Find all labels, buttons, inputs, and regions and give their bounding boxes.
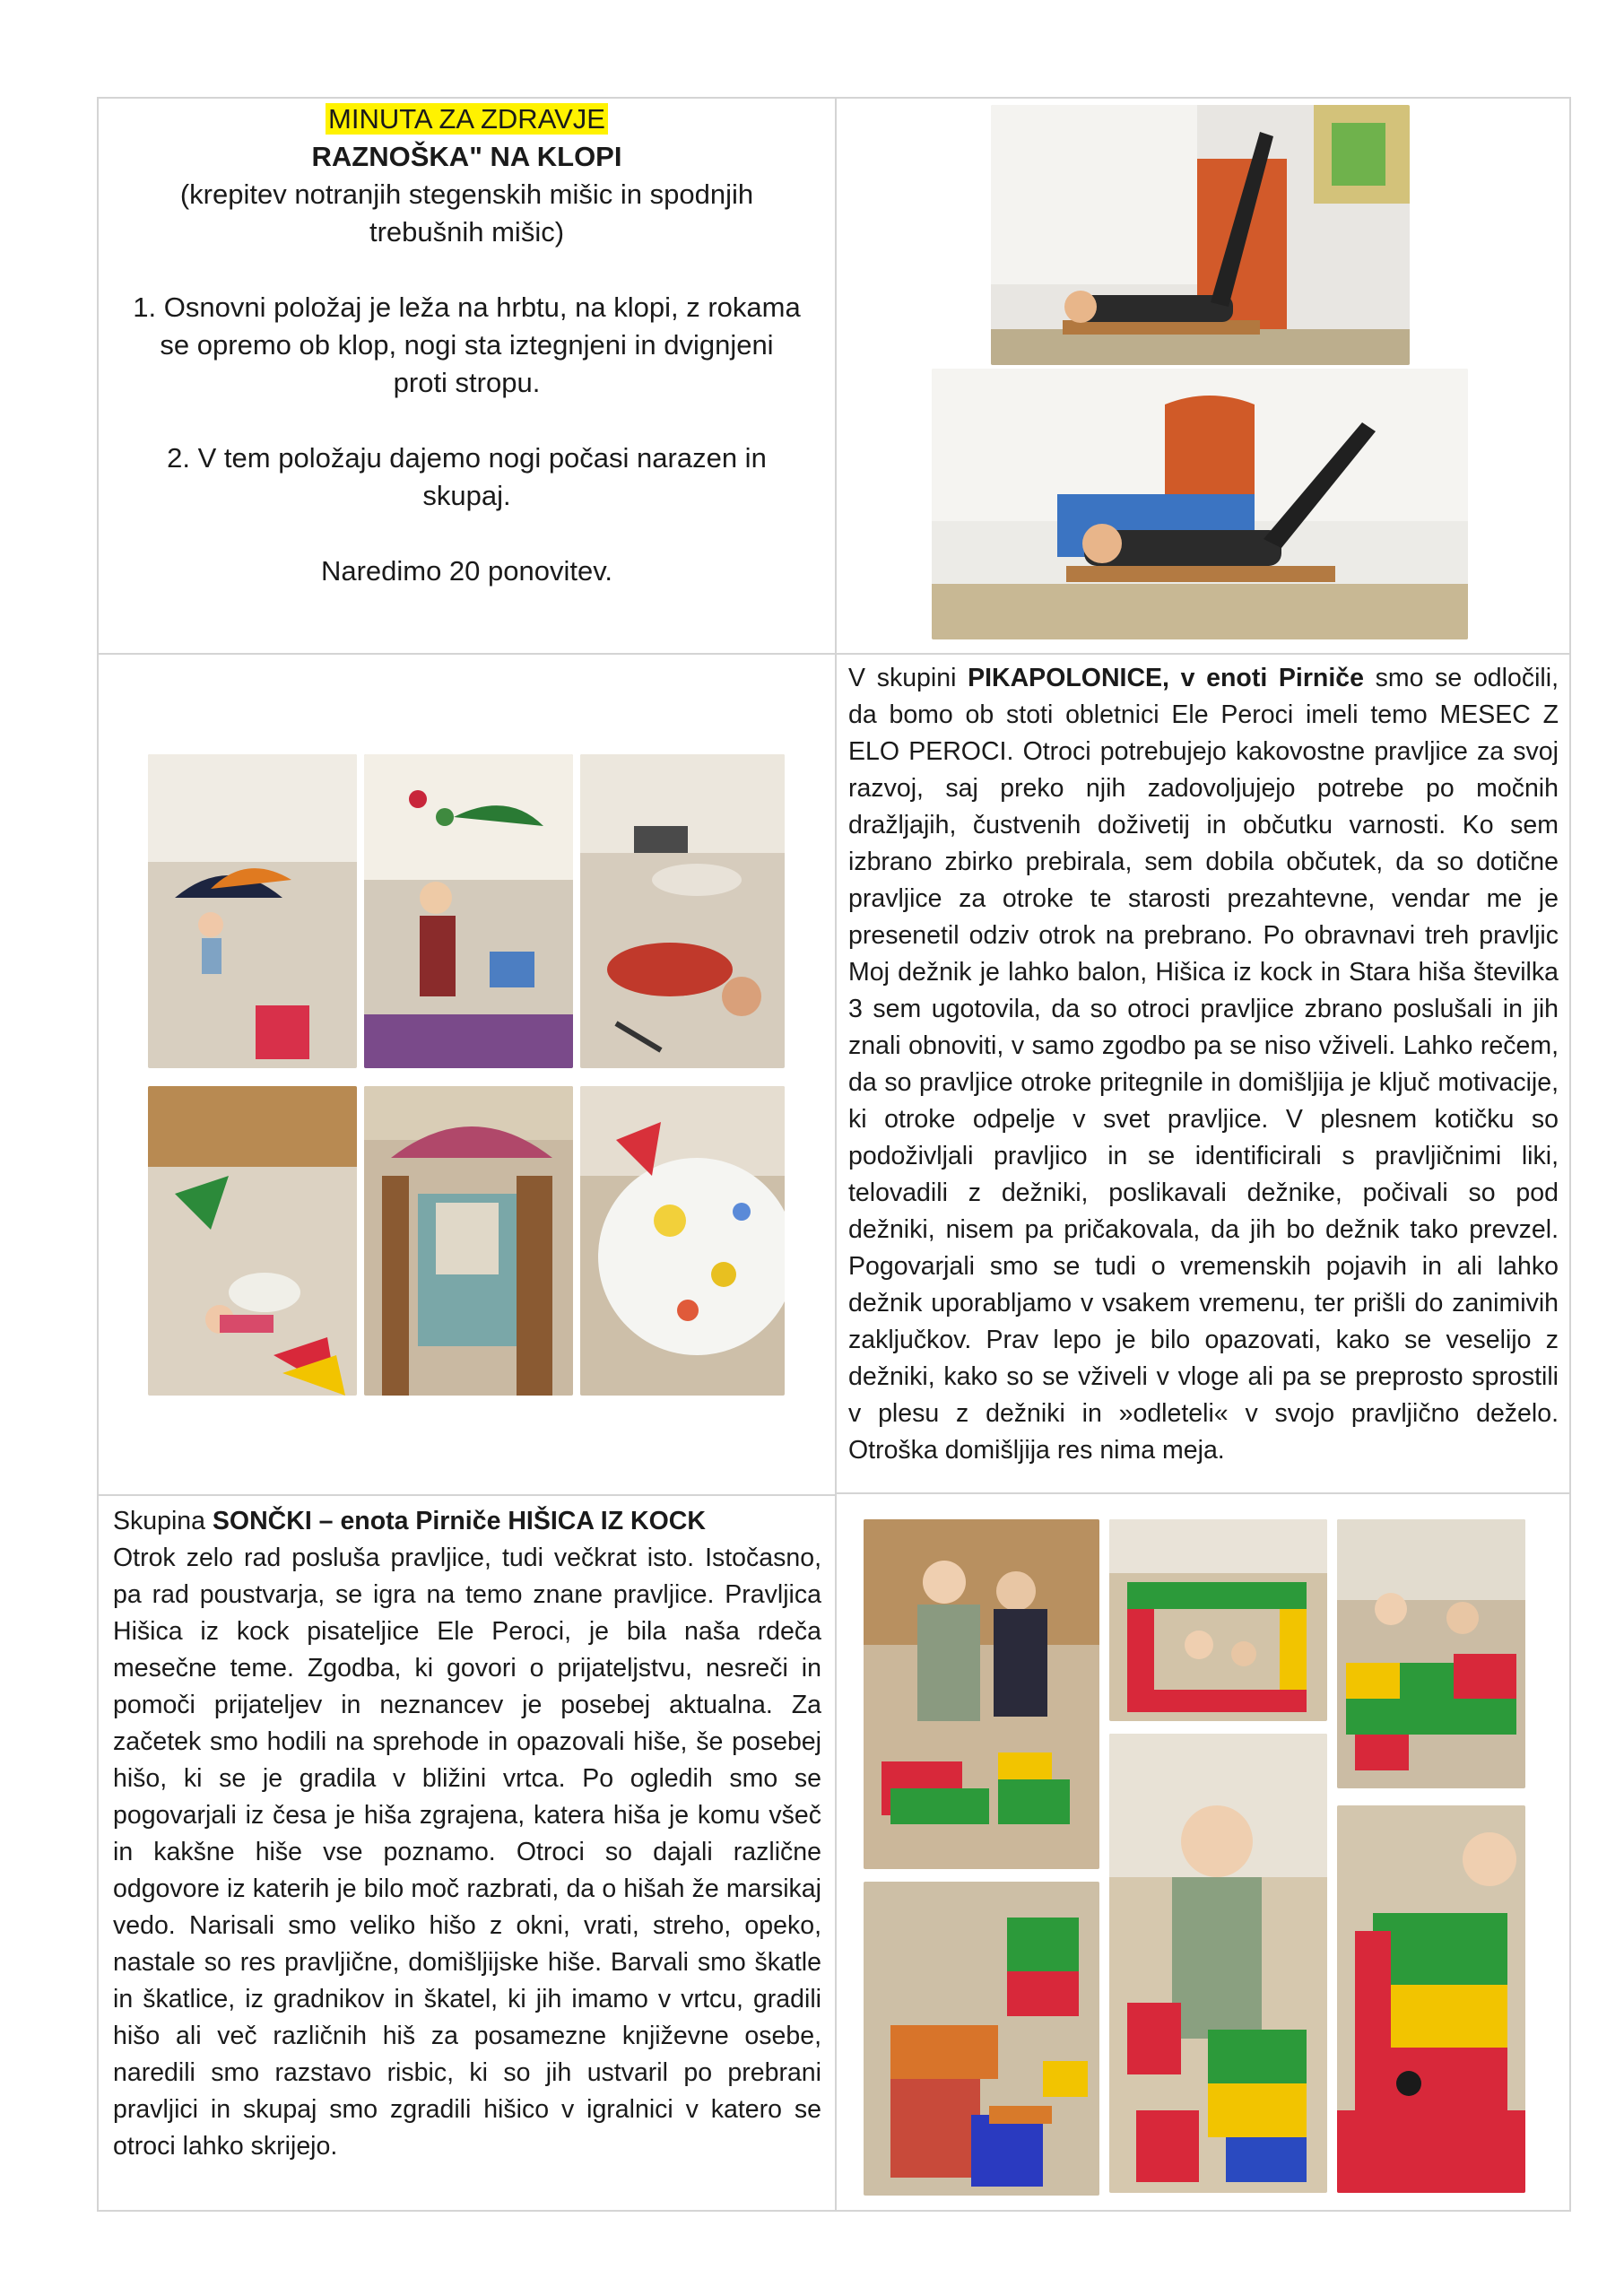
umbrella-photo-3 bbox=[580, 754, 785, 1068]
content-table bbox=[97, 97, 1571, 2212]
soncki-lead: Skupina bbox=[113, 1507, 213, 1535]
soncki-cell bbox=[113, 1503, 821, 2165]
soncki-paragraph: Otrok zelo rad posluša pravljice, tudi večkrat isto. Istočasno, pa rad poustvarja, se igra na temo znane pravljice. Pravljica Hišica iz kock pisateljice Ele Peroci, je bila naša rdeča mesečne teme. Zgodba, ki govori o prijateljstvu, nesreči in pomoči prijateljev in neznancev je posebej aktualna. Za začetek smo hodili na sprehode in opazovali hiše, še posebej hišo, ki se je gradila v bližini vrtca. Po ogledih smo se pogovarjali iz česa je hiša zgrajena, katera hiša je komu všeč in kakšne hiše vse poznamo. Otroci so dajali različne odgovore iz katerih je bilo moč razbrati, da o hišah že marsikaj vedo. Narisali smo veliko hišo z okni, vrati, streho, opeko, nastale so res pravljične, domišljijske hiše. Barvali smo škatle in škatlice, iz gradnikov in škatel, ki jih imamo v vrtcu, gradili hišo ali več različnih hiš za posamezne književne osebe, naredili smo razstavo risbic, ki so jih ustvaril po prebrani pravljici in skupaj smo zgradili hišico v igralnici v katero se otroci lahko skrijejo. bbox=[113, 1544, 821, 2161]
pikapolonice-lead: V skupini bbox=[848, 664, 968, 692]
umbrella-photo-6 bbox=[580, 1086, 785, 1396]
pikapolonice-text: smo se odločili, da bomo ob stoti obletnici Ele Peroci imeli temo MESEC Z ELO PEROCI. Otroci potrebujejo kakovostne pravljice za svoj razvoj, saj preko njih zadovoljujejo potrebe po močnih dražljajih, čustvenih doživetij in občutku varnosti. Ko sem izbrano zbirko prebirala, sem dobila občutek, da so dotične pravljice za otroke te starosti prezahtevne, vendar me je presenetil odziv otrok na prebrano. Po obravnavi treh pravljic Moj dežnik je lahko balon, Hišica iz kock in Stara hiša številka 3 sem ugotovila, da so otroci pravljice zbrano poslušali in jih znali obnoviti, v samo zgodbo pa se niso vživeli. Lahko rečem, da so pravljice otroke pritegnile in domišljija je ključ motivacije, ki otroke odpelje v svet pravljice. V plesnem kotičku so podoživljali pravljico in se identificirali s pravljičnimi liki, telovadili z dežniki, poslikavali dežnike, počivali so pod dežniki, nisem pa pričakovala, da jih bo dežnik tako prevzel. Pogovarjali smo se tudi o vremenskih pojavih in ali lahko dežnik uporabljamo v vsakem vremenu, ter prišli do zanimivih zaključkov. Prav lepo je bilo opazovati, kako se veselijo z dežniki, kako so se vživeli v vloge ali pa se preprosto sprostili v plesu z dežniki in »odleteli« v svojo pravljično deželo. Otroška domišljija res nima meja. bbox=[848, 664, 1559, 1465]
soncki-group: SONČKI – enota Pirniče HIŠICA IZ KOCK bbox=[212, 1507, 706, 1535]
exercise-step-1: 1. Osnovni položaj je leža na hrbtu, na klopi, z rokama se opremo ob klop, nogi sta iztegnjeni in dvignjeni proti stropu. bbox=[133, 291, 801, 398]
exercise-note: (krepitev notranjih stegenskih mišic in spodnjih trebušnih mišic) bbox=[179, 178, 754, 248]
umbrella-photo-5 bbox=[364, 1086, 573, 1396]
exercise-subtitle: RAZNOŠKA" NA KLOPI bbox=[311, 141, 622, 172]
exercise-heading bbox=[133, 100, 801, 138]
pikapolonice-paragraph bbox=[848, 660, 1559, 1469]
exercise-repetitions: Naredimo 20 ponovitev. bbox=[320, 555, 613, 587]
pikapolonice-group: PIKAPOLONICE, v enoti Pirniče bbox=[968, 664, 1364, 692]
soncki-heading bbox=[113, 1503, 821, 1540]
exercise-cell bbox=[133, 100, 801, 590]
row-divider-right-2 bbox=[835, 1492, 1571, 1494]
exercise-photo-1 bbox=[991, 105, 1410, 365]
row-divider-right bbox=[835, 653, 1571, 655]
blocks-photo-4 bbox=[1109, 1734, 1327, 2193]
blocks-photo-2 bbox=[1109, 1519, 1327, 1721]
exercise-title: MINUTA ZA ZDRAVJE bbox=[326, 103, 608, 135]
pikapolonice-cell bbox=[848, 660, 1559, 1469]
blocks-photo-1 bbox=[864, 1519, 1099, 1869]
umbrella-photo-2 bbox=[364, 754, 573, 1068]
blocks-photo-6 bbox=[1337, 1805, 1525, 2193]
column-divider bbox=[835, 97, 837, 2212]
blocks-photo-3 bbox=[1337, 1519, 1525, 1788]
row-divider-left-2 bbox=[97, 1494, 837, 1496]
umbrella-photo-4 bbox=[148, 1086, 357, 1396]
exercise-step-2: 2. V tem položaju dajemo nogi počasi narazen in skupaj. bbox=[167, 442, 767, 511]
exercise-photo-2 bbox=[932, 369, 1468, 639]
umbrella-photo-1 bbox=[148, 754, 357, 1068]
blocks-photo-5 bbox=[864, 1882, 1099, 2196]
row-divider-left bbox=[97, 653, 837, 655]
